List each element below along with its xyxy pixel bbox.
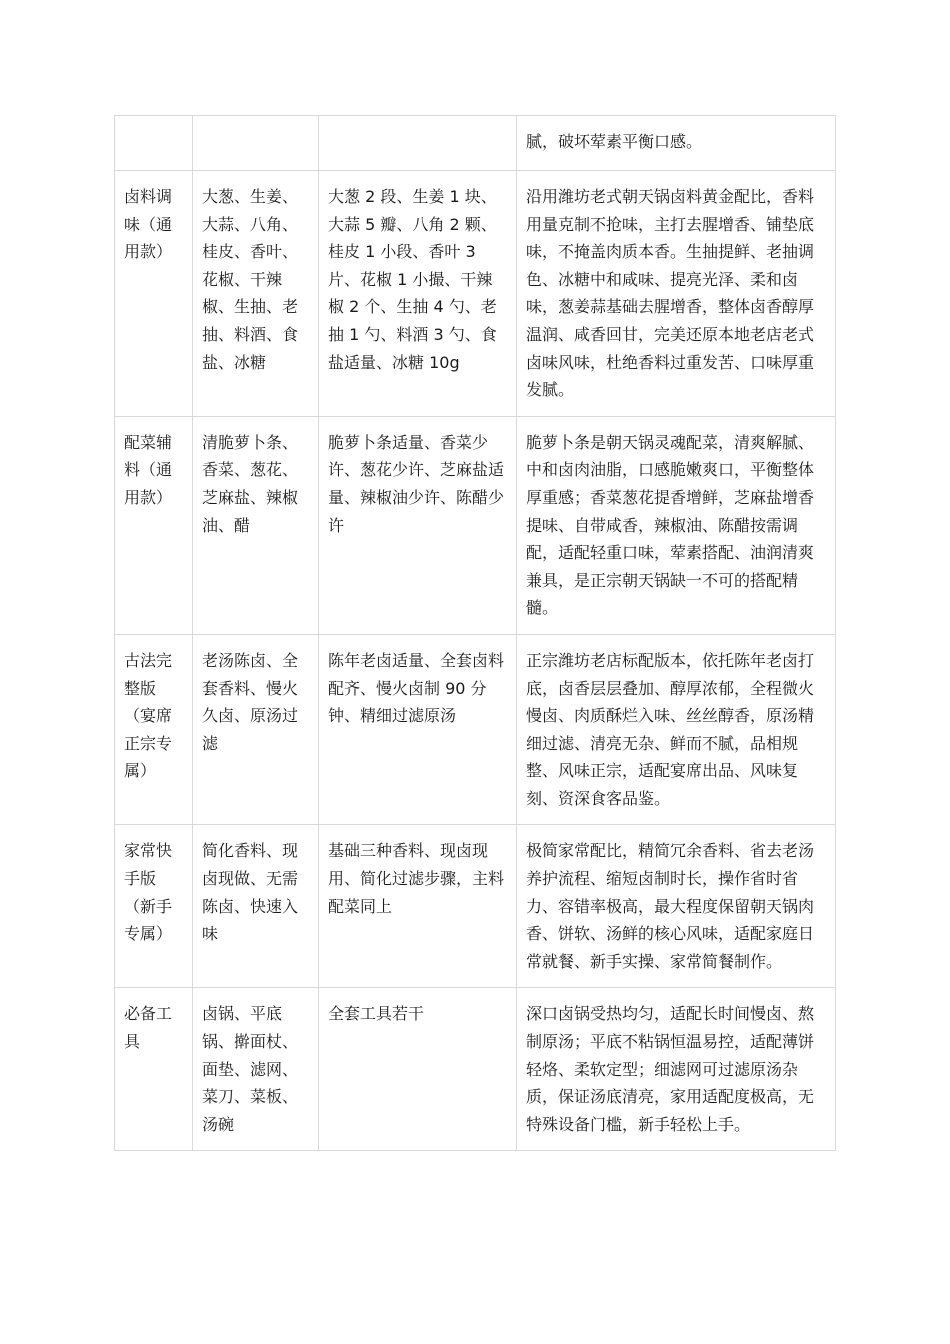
description-cell: 沿用潍坊老式朝天锅卤料黄金配比，香料用量克制不抢味，主打去腥增香、铺垫底味，不掩盖肉质本香。生抽提鲜、老抽调色、冰糖中和咸味、提亮光泽、柔和卤味，葱姜蒜基础去腥增香，整体卤香醇厚温润、咸香回甘，完美还原本地老店老式卤味风味，杜绝香料过重发苦、口味厚重发腻。 [517, 171, 836, 417]
description-cell: 极简家常配比，精简冗余香料、省去老汤养护流程、缩短卤制时长，操作省时省力、容错率极高，最大程度保留朝天锅肉香、饼软、汤鲜的核心风味，适配家庭日常就餐、新手实操、家常简餐制作。 [517, 825, 836, 988]
description-cell: 脆萝卜条是朝天锅灵魂配菜，清爽解腻、中和卤肉油脂，口感脆嫩爽口，平衡整体厚重感；香菜葱花提香增鲜，芝麻盐增香提味、自带咸香，辣椒油、陈醋按需调配，适配轻重口味，荤素搭配、油润清爽兼具，是正宗朝天锅缺一不可的搭配精髓。 [517, 416, 836, 634]
item-name-cell: 必备工具 [115, 988, 193, 1151]
item-name-cell: 配菜辅料（通用款） [115, 416, 193, 634]
item-name-cell: 卤料调味（通用款） [115, 171, 193, 417]
item-name-cell [115, 116, 193, 171]
table-row [115, 634, 836, 825]
amount-cell: 脆萝卜条适量、香菜少许、葱花少许、芝麻盐适量、辣椒油少许、陈醋少许 [319, 416, 517, 634]
ingredients-cell: 卤锅、平底锅、擀面杖、面垫、滤网、菜刀、菜板、汤碗 [193, 988, 319, 1151]
table-row [115, 171, 836, 417]
description-cell: 腻，破坏荤素平衡口感。 [517, 116, 836, 171]
ingredients-cell: 大葱、生姜、大蒜、八角、桂皮、香叶、花椒、干辣椒、生抽、老抽、料酒、食盐、冰糖 [193, 171, 319, 417]
table-row [115, 988, 836, 1151]
item-name-cell: 古法完整版（宴席正宗专属） [115, 634, 193, 825]
table-row [115, 116, 836, 171]
ingredients-cell [193, 116, 319, 171]
amount-cell: 大葱 2 段、生姜 1 块、大蒜 5 瓣、八角 2 颗、桂皮 1 小段、香叶 3 片、花椒 1 小撮、干辣椒 2 个、生抽 4 勺、老抽 1 勺、料酒 3 勺、食盐适量、冰糖 10g [319, 171, 517, 417]
recipe-table [114, 115, 836, 1151]
amount-cell [319, 116, 517, 171]
amount-cell: 基础三种香料、现卤现用、简化过滤步骤，主料配菜同上 [319, 825, 517, 988]
item-name-cell: 家常快手版（新手专属） [115, 825, 193, 988]
amount-cell: 陈年老卤适量、全套卤料配齐、慢火卤制 90 分钟、精细过滤原汤 [319, 634, 517, 825]
table-row [115, 416, 836, 634]
ingredients-cell: 老汤陈卤、全套香料、慢火久卤、原汤过滤 [193, 634, 319, 825]
amount-cell: 全套工具若干 [319, 988, 517, 1151]
description-cell: 深口卤锅受热均匀，适配长时间慢卤、熬制原汤；平底不粘锅恒温易控，适配薄饼轻烙、柔软定型；细滤网可过滤原汤杂质，保证汤底清亮，家用适配度极高，无特殊设备门槛，新手轻松上手。 [517, 988, 836, 1151]
description-cell: 正宗潍坊老店标配版本，依托陈年老卤打底，卤香层层叠加、醇厚浓郁，全程微火慢卤、肉质酥烂入味、丝丝醇香，原汤精细过滤、清亮无杂、鲜而不腻，品相规整、风味正宗，适配宴席出品、风味复刻、资深食客品鉴。 [517, 634, 836, 825]
ingredients-cell: 简化香料、现卤现做、无需陈卤、快速入味 [193, 825, 319, 988]
ingredients-cell: 清脆萝卜条、香菜、葱花、芝麻盐、辣椒油、醋 [193, 416, 319, 634]
table-row [115, 825, 836, 988]
